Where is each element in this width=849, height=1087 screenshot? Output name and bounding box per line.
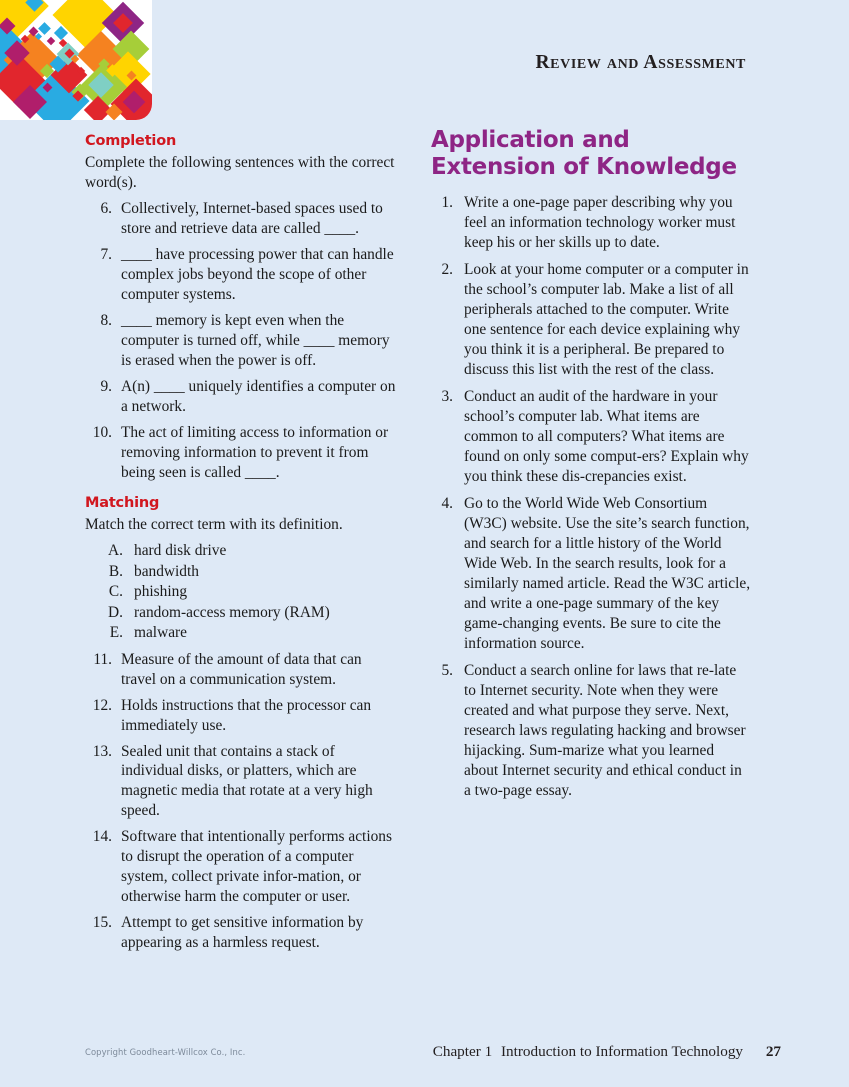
item-text: phishing [134, 583, 188, 601]
list-item [85, 696, 397, 736]
item-number: 8. [100, 312, 112, 330]
right-column [431, 127, 751, 959]
chapter-label: Chapter 1 [432, 1043, 493, 1060]
item-text: The act of limiting access to information or removing information to prevent it from being seen is called ____. [121, 423, 389, 481]
list-item [85, 913, 397, 953]
item-text: Look at your home computer or a computer in the school’s computer lab. Make a list of all peripherals attached to the computer. Write one sentence for each device explaining why you think it is a peripheral. Be prepared to discuss this list with the rest of the class. [464, 260, 749, 378]
left-column [85, 133, 397, 959]
copyright-notice: Copyright Goodheart-Willcox Co., Inc. [85, 1047, 246, 1057]
list-item [85, 311, 397, 371]
item-text: A(n) ____ uniquely identifies a computer on a network. [121, 377, 396, 415]
item-text: Software that intentionally performs actions to disrupt the operation of a computer system, collect private infor-mation, or otherwise harm the computer or user. [121, 828, 392, 906]
list-item [85, 541, 397, 561]
item-text: bandwidth [134, 562, 199, 580]
running-head: Review and Assessment [535, 52, 746, 73]
list-item [85, 199, 397, 239]
item-text: Collectively, Internet-based spaces used to store and retrieve data are called ____. [121, 200, 383, 238]
item-number: 3. [441, 387, 453, 405]
item-text: Sealed unit that contains a stack of individual disks, or platters, which are magnetic media that rotate at a very high speed. [121, 742, 373, 820]
item-text: Measure of the amount of data that can travel on a communication system. [121, 650, 362, 688]
item-number: 11. [93, 650, 112, 668]
completion-heading: Completion [85, 133, 177, 149]
item-number: 9. [100, 377, 112, 395]
list-item [431, 387, 751, 487]
list-item [431, 494, 751, 654]
item-number: 15. [92, 914, 112, 932]
application-list [431, 193, 751, 801]
list-item [85, 245, 397, 305]
item-number: 5. [441, 662, 453, 680]
list-item [431, 661, 751, 801]
list-item [85, 650, 397, 690]
list-item [85, 827, 397, 907]
item-number: 4. [441, 495, 453, 513]
item-text: hard disk drive [134, 542, 227, 560]
list-item [85, 377, 397, 417]
completion-list [85, 199, 397, 482]
item-letter: C. [108, 583, 123, 601]
item-number: 7. [100, 246, 112, 264]
item-text: Holds instructions that the processor can immediately use. [121, 696, 372, 734]
colorful-diamonds-graphic [0, 0, 152, 120]
chapter-title: Introduction to Information Technology [500, 1043, 744, 1060]
item-number: 14. [92, 828, 112, 846]
item-number: 13. [92, 742, 112, 760]
list-item [85, 742, 397, 822]
page-number: 27 [765, 1043, 781, 1060]
list-item [85, 562, 397, 582]
item-text: ____ memory is kept even when the computer is turned off, while ____ memory is erased when the power is off. [121, 312, 390, 369]
item-text: ____ have processing power that can handle complex jobs beyond the scope of other computer systems. [121, 246, 394, 304]
matching-questions-list [85, 650, 397, 953]
page-body [85, 127, 765, 959]
item-text: Go to the World Wide Web Consortium (W3C) website. Use the site’s search function, and search for a little history of the World Wide Web. In the search results, look for a similarly named article. Read the W3C article, and write a one-page summary of the key game-changing events. Be sure to cite the information source. [464, 495, 751, 653]
matching-terms-list [85, 541, 397, 643]
list-item [85, 603, 397, 623]
item-text: Conduct a search online for laws that re-late to Internet security. Note when they were created and what purpose they serve. Next, research laws regulating hacking and browser hijacking. Sum-marize what you learned about Internet security and ethical conduct in a two-page essay. [464, 662, 746, 800]
item-number: 1. [441, 193, 453, 211]
item-letter: E. [109, 624, 123, 642]
matching-instructions: Match the correct term with its definition. [85, 515, 343, 533]
item-text: malware [134, 624, 187, 642]
matching-heading: Matching [85, 494, 160, 511]
item-number: 2. [441, 260, 453, 278]
item-number: 6. [100, 200, 112, 218]
list-item [85, 582, 397, 602]
item-number: 10. [92, 423, 112, 441]
item-letter: B. [108, 562, 123, 580]
corner-decoration [0, 0, 152, 120]
completion-instructions: Complete the following sentences with the correct word(s). [85, 154, 395, 191]
page-footer [85, 1043, 781, 1065]
list-item [85, 423, 397, 483]
item-letter: D. [108, 603, 123, 621]
list-item [431, 193, 751, 253]
item-letter: A. [108, 542, 123, 560]
item-text: random-access memory (RAM) [134, 603, 330, 621]
list-item [85, 623, 397, 643]
item-text: Write a one-page paper describing why you feel an information technology worker must keep his or her skills up to date. [464, 193, 736, 251]
application-heading: Application and Extension of Knowledge [431, 127, 737, 180]
item-number: 12. [92, 696, 112, 714]
item-text: Conduct an audit of the hardware in your school’s computer lab. What items are common to all computers? What items are found on only some comput-ers? Explain why you think these dis-crepancies exist. [464, 387, 749, 486]
list-item [431, 260, 751, 380]
footer-folio [433, 1043, 781, 1061]
item-text: Attempt to get sensitive information by appearing as a harmless request. [121, 914, 364, 951]
